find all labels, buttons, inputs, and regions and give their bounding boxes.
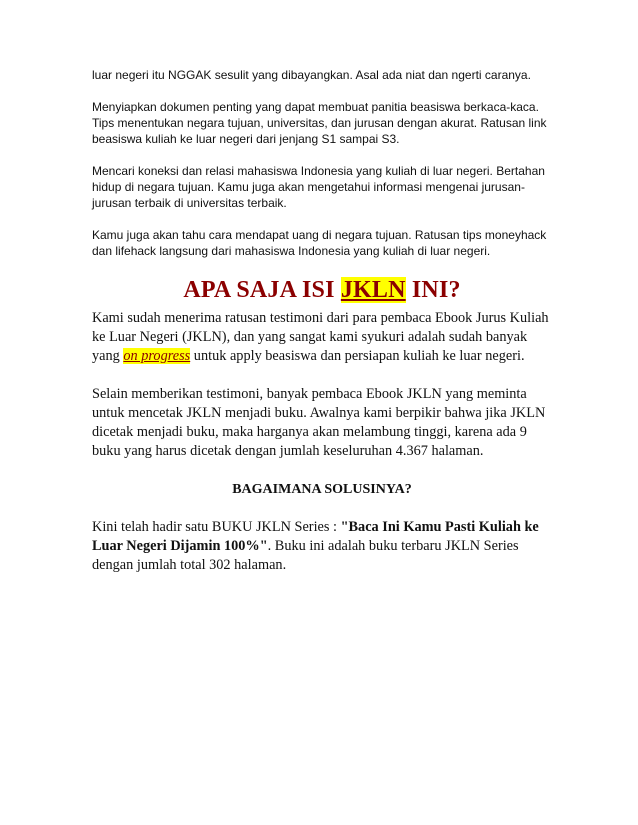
heading-highlight-jkln[interactable]: JKLN	[340, 277, 406, 303]
paragraph-testimoni	[92, 309, 552, 366]
buku-text-before: Kini telah hadir satu BUKU JKLN Series :	[92, 519, 341, 535]
paragraph-uang: Kamu juga akan tahu cara mendapat uang di negara tujuan. Ratusan tips moneyhack dan lifehack langsung dari mahasiswa Indonesia yang kuliah di luar negeri.	[92, 228, 547, 258]
paragraph-intro-end: luar negeri itu NGGAK sesulit yang dibayangkan. Asal ada niat dan ngerti caranya.	[92, 68, 531, 82]
document-content	[92, 67, 552, 594]
subheading-solusi: BAGAIMANA SOLUSINYA?	[232, 482, 412, 497]
paragraph-cetak: Selain memberikan testimoni, banyak pembaca Ebook JKLN yang meminta untuk mencetak JKLN menjadi buku. Awalnya kami berpikir bahwa jika JKLN dicetak menjadi buku, maka harganya akan melambung tinggi, karena ada 9 buku yang harus dicetak dengan jumlah keseluruhan 4.367 halaman.	[92, 386, 546, 459]
paragraph-buku	[92, 518, 552, 575]
testimoni-highlight-on-progress[interactable]: on progress	[123, 348, 191, 364]
testimoni-text-after: untuk apply beasiswa dan persiapan kuliah ke luar negeri.	[190, 348, 525, 364]
paragraph-dokumen: Menyiapkan dokumen penting yang dapat membuat panitia beasiswa berkaca-kaca. Tips menentukan negara tujuan, universitas, dan jurusan dengan akurat. Ratusan link beasiswa kuliah ke luar negeri dari jenjang S1 sampai S3.	[92, 100, 547, 146]
buku-text-after: . Buku ini adalah buku terbaru JKLN Series dengan jumlah total 302 halaman.	[92, 538, 519, 573]
section-heading	[92, 275, 552, 305]
heading-text-before: APA SAJA ISI	[183, 277, 341, 303]
paragraph-koneksi: Mencari koneksi dan relasi mahasiswa Indonesia yang kuliah di luar negeri. Bertahan hidup di negara tujuan. Kamu juga akan mengetahui informasi mengenai jurusan-jurusan terbaik di universitas terbaik.	[92, 164, 545, 210]
heading-text-after: INI?	[405, 277, 461, 303]
buku-title-bold: "Baca Ini Kamu Pasti Kuliah ke Luar Negeri Dijamin 100%"	[92, 519, 539, 554]
testimoni-text-before: Kami sudah menerima ratusan testimoni dari para pembaca Ebook Jurus Kuliah ke Luar Negeri (JKLN), dan yang sangat kami syukuri adalah sudah banyak yang	[92, 310, 549, 364]
